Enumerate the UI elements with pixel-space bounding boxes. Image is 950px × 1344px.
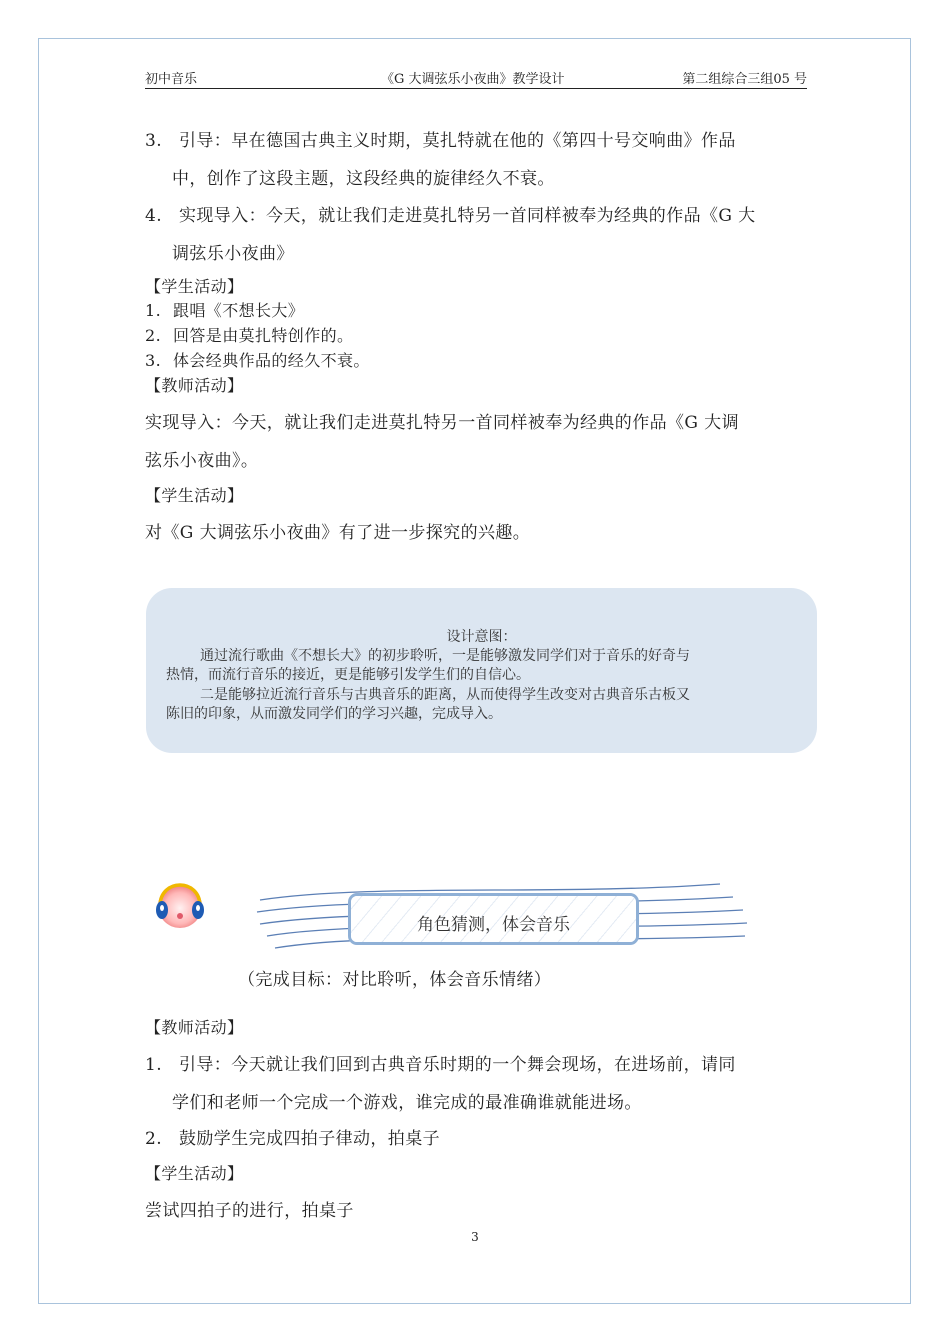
item-text: 引导：早在德国古典主义时期，莫扎特就在他的《第四十号交响曲》作品 [179, 131, 736, 151]
section-title-box [348, 893, 639, 945]
item-text: 跟唱《不想长大》 [173, 301, 305, 320]
item-text: 鼓励学生完成四拍子律动，拍桌子 [179, 1129, 440, 1149]
item-text: 回答是由莫扎特创作的。 [173, 326, 354, 345]
page-header [145, 66, 807, 89]
item-number: 1. [145, 301, 162, 320]
student-activity-heading-2: 【学生活动】 [145, 486, 244, 505]
header-subject: 初中音乐 [145, 72, 198, 87]
item-4-line-2: 调弦乐小夜曲》 [172, 244, 294, 264]
student-line: 对《G 大调弦乐小夜曲》有了进一步探究的兴趣。 [145, 523, 531, 543]
item-number: 1. [145, 1055, 163, 1075]
teacher-line-2: 弦乐小夜曲》。 [145, 451, 259, 471]
headphone-mascot-icon [150, 868, 210, 934]
header-title: 《G 大调弦乐小夜曲》教学设计 [381, 72, 565, 87]
bottom-item-2 [145, 1124, 440, 1149]
student-activity-heading-3: 【学生活动】 [145, 1164, 244, 1183]
student-activity-heading: 【学生活动】 [145, 277, 244, 296]
item-number: 4. [145, 206, 163, 226]
header-group: 第二组综合三组05 号 [682, 72, 807, 87]
item-number: 3. [145, 351, 162, 370]
section-goal: （完成目标：对比聆听，体会音乐情绪） [238, 970, 552, 990]
item-3-line-2: 中，创作了这段主题，这段经典的旋律经久不衰。 [172, 169, 555, 189]
item-3-line-1 [145, 126, 736, 151]
bottom-item-1-line-1 [145, 1050, 736, 1075]
design-intent-callout [146, 588, 817, 753]
item-text: 实现导入：今天，就让我们走进莫扎特另一首同样被奉为经典的作品《G 大 [179, 206, 756, 226]
item-number: 2. [145, 326, 162, 345]
item-text: 体会经典作品的经久不衰。 [173, 351, 370, 370]
item-number: 2. [145, 1129, 163, 1149]
item-number: 3. [145, 131, 163, 151]
callout-title: 设计意图： [446, 629, 517, 645]
item-4-line-1 [145, 201, 756, 226]
teacher-activity-heading: 【教师活动】 [145, 376, 244, 395]
item-text: 引导：今天就让我们回到古典音乐时期的一个舞会现场，在进场前，请同 [179, 1055, 736, 1075]
bottom-student-line: 尝试四拍子的进行，拍桌子 [145, 1201, 354, 1221]
callout-line-1: 通过流行歌曲《不想长大》的初步聆听，一是能够激发同学们对于音乐的好奇与 [200, 648, 690, 664]
teacher-line-1: 实现导入：今天，就让我们走进莫扎特另一首同样被奉为经典的作品《G 大调 [145, 413, 739, 433]
teacher-activity-heading-2: 【教师活动】 [145, 1018, 244, 1037]
student-item-1 [145, 298, 304, 321]
student-item-2 [145, 323, 353, 346]
page-number: 3 [471, 1230, 479, 1244]
callout-line-4: 陈旧的印象，从而激发同学们的学习兴趣，完成导入。 [166, 706, 502, 722]
section-title: 角色猜测，体会音乐 [417, 915, 570, 935]
bottom-item-1-line-2: 学们和老师一个完成一个游戏，谁完成的最准确谁就能进场。 [172, 1093, 642, 1113]
callout-line-2: 热情，而流行音乐的接近，更是能够引发学生们的自信心。 [166, 667, 530, 683]
student-item-3 [145, 348, 370, 371]
callout-line-3: 二是能够拉近流行音乐与古典音乐的距离，从而使得学生改变对古典音乐古板又 [200, 687, 690, 703]
